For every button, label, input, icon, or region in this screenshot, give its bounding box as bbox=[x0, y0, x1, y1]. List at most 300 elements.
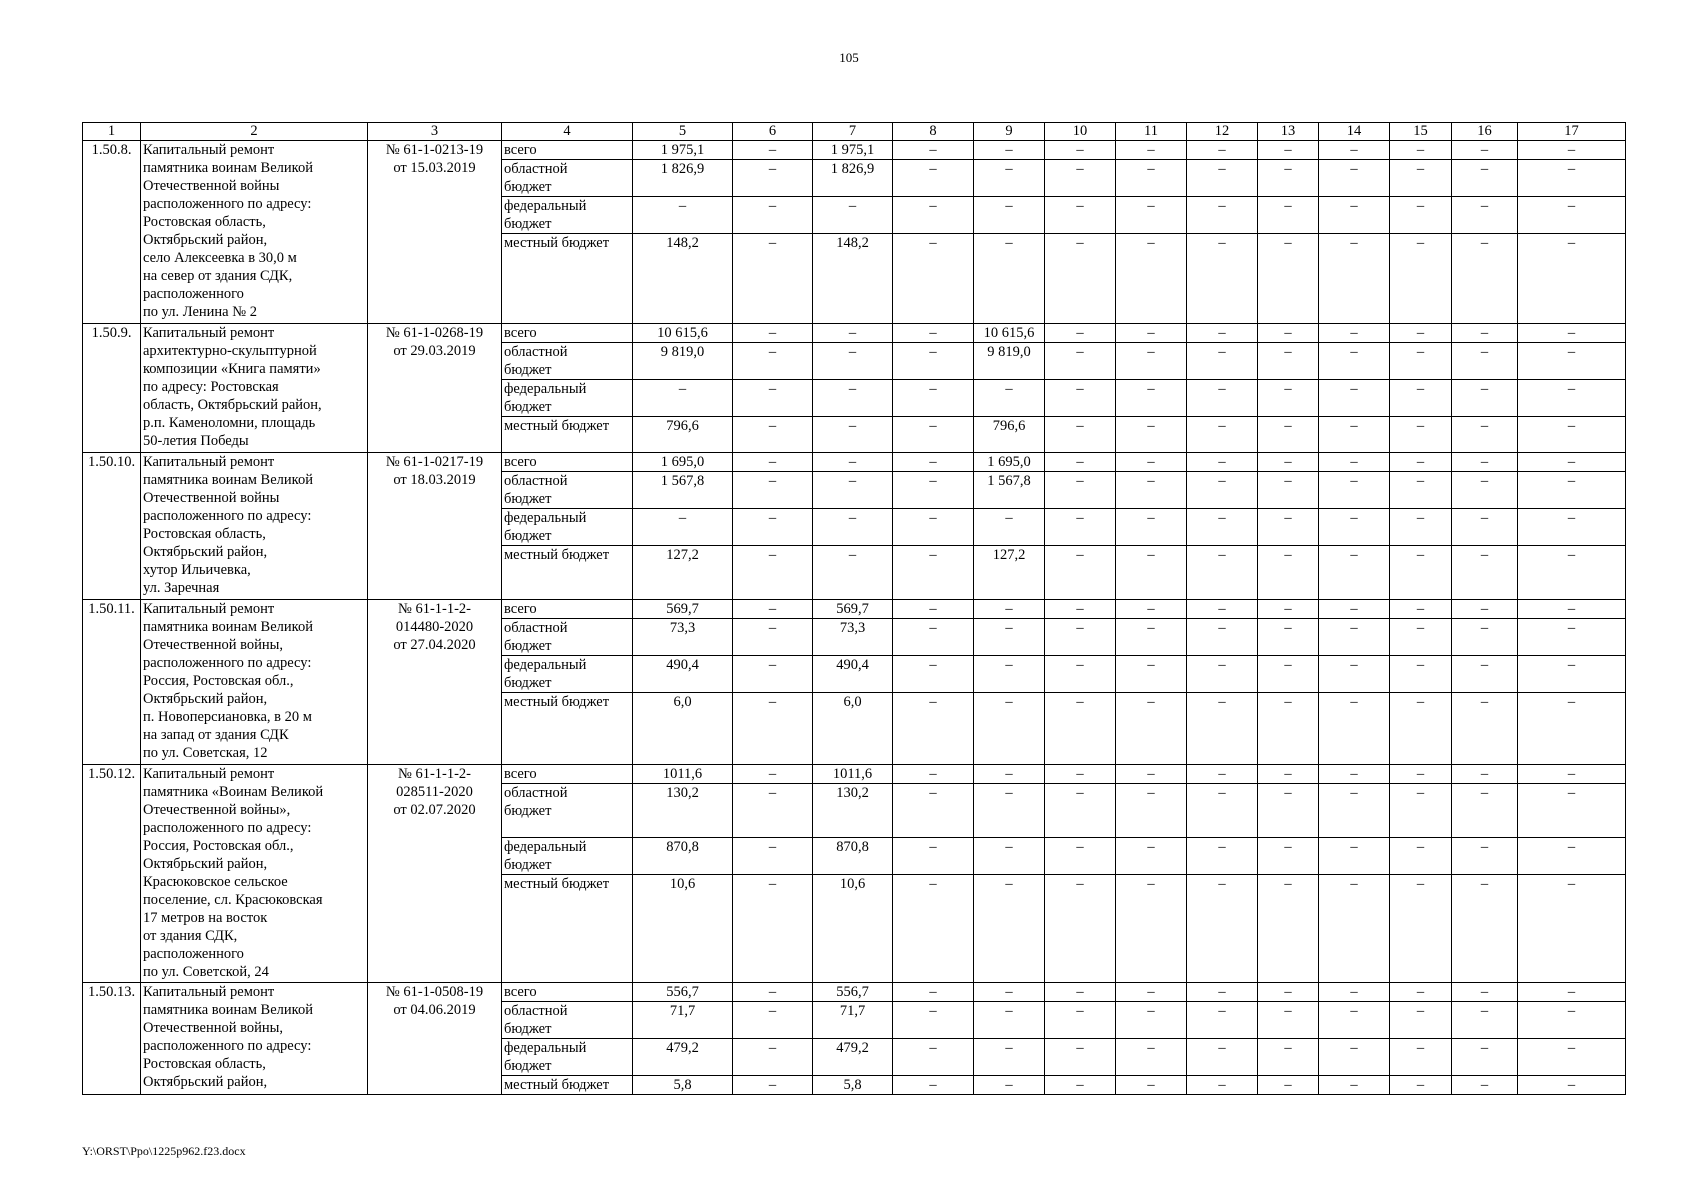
value-col-7: 6,0 bbox=[813, 693, 893, 765]
column-header-6: 6 bbox=[733, 123, 813, 141]
value-col-5: 479,2 bbox=[633, 1039, 733, 1076]
object-name-line: Россия, Ростовская обл., bbox=[143, 838, 294, 854]
funding-source-federal bbox=[502, 380, 633, 417]
value-col-17: – bbox=[1518, 324, 1626, 343]
value-col-13: – bbox=[1258, 141, 1319, 160]
expertise-number bbox=[368, 600, 502, 765]
value-col-17: – bbox=[1518, 234, 1626, 324]
object-name-line: композиции «Книга памяти» bbox=[143, 361, 321, 377]
funding-source-label: бюджет bbox=[504, 1058, 552, 1074]
value-col-6: – bbox=[733, 509, 813, 546]
object-name-line: Отечественной войны bbox=[143, 178, 280, 194]
value-col-14: – bbox=[1319, 546, 1390, 600]
funding-source-label: местный бюджет bbox=[504, 418, 610, 434]
value-col-13: – bbox=[1258, 453, 1319, 472]
value-col-13: – bbox=[1258, 1002, 1319, 1039]
value-col-10: – bbox=[1045, 234, 1116, 324]
value-col-10: – bbox=[1045, 875, 1116, 983]
value-col-14: – bbox=[1319, 472, 1390, 509]
expertise-number-line: 014480-2020 bbox=[395, 619, 474, 635]
funding-source-federal bbox=[502, 1039, 633, 1076]
table-row bbox=[83, 983, 1626, 1002]
funding-source-label: федеральный bbox=[504, 839, 587, 855]
funding-source-label: федеральный bbox=[504, 381, 587, 397]
value-col-12: – bbox=[1187, 509, 1258, 546]
value-col-15: – bbox=[1390, 983, 1452, 1002]
value-col-6: – bbox=[733, 1076, 813, 1095]
value-col-15: – bbox=[1390, 343, 1452, 380]
value-col-11: – bbox=[1116, 380, 1187, 417]
expertise-number-line: № 61-1-1-2- bbox=[397, 601, 472, 617]
value-col-10: – bbox=[1045, 453, 1116, 472]
value-col-5: 1 567,8 bbox=[633, 472, 733, 509]
object-name-line: Капитальный ремонт bbox=[143, 142, 275, 158]
object-name-line: расположенного по адресу: bbox=[143, 508, 312, 524]
funding-source-label: областной bbox=[504, 161, 568, 177]
value-col-6: – bbox=[733, 343, 813, 380]
value-col-8: – bbox=[893, 324, 974, 343]
funding-source-label: местный бюджет bbox=[504, 694, 610, 710]
value-col-12: – bbox=[1187, 656, 1258, 693]
value-col-8: – bbox=[893, 472, 974, 509]
value-col-9: – bbox=[974, 141, 1045, 160]
value-col-12: – bbox=[1187, 838, 1258, 875]
column-header-17: 17 bbox=[1518, 123, 1626, 141]
table-row bbox=[83, 453, 1626, 472]
expertise-number-line: № 61-1-0268-19 bbox=[385, 325, 484, 341]
value-col-15: – bbox=[1390, 417, 1452, 453]
value-col-12: – bbox=[1187, 160, 1258, 197]
value-col-5: 796,6 bbox=[633, 417, 733, 453]
value-col-13: – bbox=[1258, 380, 1319, 417]
value-col-11: – bbox=[1116, 472, 1187, 509]
object-name-line: Ростовская область, bbox=[143, 1056, 266, 1072]
value-col-15: – bbox=[1390, 324, 1452, 343]
object-name-line: Капитальный ремонт bbox=[143, 454, 275, 470]
value-col-10: – bbox=[1045, 656, 1116, 693]
value-col-6: – bbox=[733, 838, 813, 875]
object-name-line: Октябрьский район, bbox=[143, 232, 268, 248]
value-col-16: – bbox=[1452, 656, 1518, 693]
value-col-8: – bbox=[893, 417, 974, 453]
object-name-line: Отечественной войны», bbox=[143, 802, 291, 818]
object-name-line: расположенного по адресу: bbox=[143, 1038, 312, 1054]
value-col-12: – bbox=[1187, 546, 1258, 600]
value-col-12: – bbox=[1187, 784, 1258, 838]
expertise-number bbox=[368, 141, 502, 324]
value-col-17: – bbox=[1518, 472, 1626, 509]
value-col-5: 10,6 bbox=[633, 875, 733, 983]
value-col-14: – bbox=[1319, 765, 1390, 784]
object-name bbox=[141, 324, 368, 453]
object-name-line: по ул. Советская, 12 bbox=[143, 745, 268, 761]
value-col-14: – bbox=[1319, 1039, 1390, 1076]
object-name-line: памятника воинам Великой bbox=[143, 1002, 313, 1018]
table-row bbox=[83, 324, 1626, 343]
value-col-7: – bbox=[813, 324, 893, 343]
value-col-10: – bbox=[1045, 380, 1116, 417]
value-col-16: – bbox=[1452, 784, 1518, 838]
value-col-13: – bbox=[1258, 472, 1319, 509]
funding-source-federal bbox=[502, 197, 633, 234]
funding-source-label: областной bbox=[504, 1003, 568, 1019]
row-number: 1.50.12. bbox=[83, 765, 141, 983]
value-col-17: – bbox=[1518, 693, 1626, 765]
value-col-7: 1 826,9 bbox=[813, 160, 893, 197]
funding-source-regional bbox=[502, 619, 633, 656]
value-col-8: – bbox=[893, 160, 974, 197]
value-col-11: – bbox=[1116, 1002, 1187, 1039]
value-col-17: – bbox=[1518, 417, 1626, 453]
value-col-9: – bbox=[974, 838, 1045, 875]
object-name-line: памятника «Воинам Великой bbox=[143, 784, 324, 800]
value-col-17: – bbox=[1518, 380, 1626, 417]
object-name-line: расположенного по адресу: bbox=[143, 196, 312, 212]
value-col-10: – bbox=[1045, 141, 1116, 160]
value-col-5: 490,4 bbox=[633, 656, 733, 693]
object-name-line: по ул. Советской, 24 bbox=[143, 964, 269, 980]
value-col-7: – bbox=[813, 546, 893, 600]
value-col-17: – bbox=[1518, 141, 1626, 160]
funding-source-label: бюджет bbox=[504, 638, 552, 654]
object-name-line: Россия, Ростовская обл., bbox=[143, 673, 294, 689]
object-name-line: памятника воинам Великой bbox=[143, 160, 313, 176]
value-col-15: – bbox=[1390, 509, 1452, 546]
funding-source-local bbox=[502, 1076, 633, 1095]
value-col-11: – bbox=[1116, 838, 1187, 875]
value-col-8: – bbox=[893, 509, 974, 546]
value-col-15: – bbox=[1390, 453, 1452, 472]
row-number: 1.50.13. bbox=[83, 983, 141, 1095]
column-header-9: 9 bbox=[974, 123, 1045, 141]
value-col-13: – bbox=[1258, 983, 1319, 1002]
object-name-line: памятника воинам Великой bbox=[143, 472, 313, 488]
value-col-16: – bbox=[1452, 1076, 1518, 1095]
value-col-10: – bbox=[1045, 1039, 1116, 1076]
value-col-10: – bbox=[1045, 509, 1116, 546]
value-col-16: – bbox=[1452, 472, 1518, 509]
value-col-14: – bbox=[1319, 141, 1390, 160]
value-col-11: – bbox=[1116, 600, 1187, 619]
value-col-5: 556,7 bbox=[633, 983, 733, 1002]
funding-source-label: бюджет bbox=[504, 857, 552, 873]
funding-source-regional bbox=[502, 343, 633, 380]
column-header-10: 10 bbox=[1045, 123, 1116, 141]
value-col-7: 71,7 bbox=[813, 1002, 893, 1039]
value-col-12: – bbox=[1187, 983, 1258, 1002]
value-col-10: – bbox=[1045, 546, 1116, 600]
value-col-7: 130,2 bbox=[813, 784, 893, 838]
value-col-7: – bbox=[813, 197, 893, 234]
funding-source-label: бюджет bbox=[504, 528, 552, 544]
value-col-16: – bbox=[1452, 983, 1518, 1002]
value-col-12: – bbox=[1187, 417, 1258, 453]
funding-source-regional bbox=[502, 160, 633, 197]
value-col-11: – bbox=[1116, 197, 1187, 234]
funding-source-label: всего bbox=[504, 325, 537, 341]
value-col-15: – bbox=[1390, 1076, 1452, 1095]
value-col-11: – bbox=[1116, 983, 1187, 1002]
value-col-14: – bbox=[1319, 600, 1390, 619]
value-col-17: – bbox=[1518, 600, 1626, 619]
value-col-14: – bbox=[1319, 509, 1390, 546]
value-col-12: – bbox=[1187, 693, 1258, 765]
value-col-15: – bbox=[1390, 546, 1452, 600]
value-col-7: – bbox=[813, 380, 893, 417]
object-name-line: Отечественной войны, bbox=[143, 637, 283, 653]
value-col-13: – bbox=[1258, 619, 1319, 656]
value-col-6: – bbox=[733, 875, 813, 983]
value-col-17: – bbox=[1518, 509, 1626, 546]
value-col-13: – bbox=[1258, 1039, 1319, 1076]
value-col-16: – bbox=[1452, 453, 1518, 472]
value-col-9: – bbox=[974, 784, 1045, 838]
value-col-14: – bbox=[1319, 619, 1390, 656]
value-col-17: – bbox=[1518, 453, 1626, 472]
value-col-13: – bbox=[1258, 234, 1319, 324]
value-col-10: – bbox=[1045, 600, 1116, 619]
value-col-13: – bbox=[1258, 1076, 1319, 1095]
value-col-17: – bbox=[1518, 546, 1626, 600]
value-col-9: – bbox=[974, 619, 1045, 656]
value-col-11: – bbox=[1116, 1039, 1187, 1076]
value-col-10: – bbox=[1045, 765, 1116, 784]
value-col-13: – bbox=[1258, 417, 1319, 453]
value-col-17: – bbox=[1518, 1002, 1626, 1039]
object-name-line: поселение, сл. Красюковская bbox=[143, 892, 323, 908]
funding-source-label: областной bbox=[504, 344, 568, 360]
value-col-8: – bbox=[893, 546, 974, 600]
funding-source-total bbox=[502, 600, 633, 619]
value-col-16: – bbox=[1452, 234, 1518, 324]
value-col-16: – bbox=[1452, 838, 1518, 875]
value-col-16: – bbox=[1452, 875, 1518, 983]
value-col-6: – bbox=[733, 600, 813, 619]
object-name-line: расположенного по адресу: bbox=[143, 655, 312, 671]
value-col-11: – bbox=[1116, 765, 1187, 784]
value-col-6: – bbox=[733, 141, 813, 160]
column-header-13: 13 bbox=[1258, 123, 1319, 141]
value-col-11: – bbox=[1116, 619, 1187, 656]
object-name-line: по адресу: Ростовская bbox=[143, 379, 279, 395]
value-col-14: – bbox=[1319, 380, 1390, 417]
object-name-line: Капитальный ремонт bbox=[143, 325, 275, 341]
value-col-11: – bbox=[1116, 453, 1187, 472]
value-col-15: – bbox=[1390, 141, 1452, 160]
column-header-7: 7 bbox=[813, 123, 893, 141]
object-name-line: Октябрьский район, bbox=[143, 544, 268, 560]
value-col-7: 569,7 bbox=[813, 600, 893, 619]
value-col-6: – bbox=[733, 234, 813, 324]
value-col-15: – bbox=[1390, 656, 1452, 693]
funding-source-total bbox=[502, 324, 633, 343]
value-col-7: 148,2 bbox=[813, 234, 893, 324]
column-header-11: 11 bbox=[1116, 123, 1187, 141]
value-col-5: – bbox=[633, 380, 733, 417]
value-col-12: – bbox=[1187, 765, 1258, 784]
value-col-5: 127,2 bbox=[633, 546, 733, 600]
value-col-14: – bbox=[1319, 234, 1390, 324]
column-header-14: 14 bbox=[1319, 123, 1390, 141]
value-col-12: – bbox=[1187, 875, 1258, 983]
value-col-7: 73,3 bbox=[813, 619, 893, 656]
value-col-11: – bbox=[1116, 546, 1187, 600]
value-col-6: – bbox=[733, 380, 813, 417]
value-col-8: – bbox=[893, 234, 974, 324]
object-name-line: расположенного bbox=[143, 946, 244, 962]
value-col-15: – bbox=[1390, 472, 1452, 509]
object-name-line: р.п. Каменоломни, площадь bbox=[143, 415, 316, 431]
value-col-9: – bbox=[974, 234, 1045, 324]
column-number-row bbox=[83, 123, 1626, 141]
value-col-15: – bbox=[1390, 197, 1452, 234]
value-col-10: – bbox=[1045, 197, 1116, 234]
value-col-5: 6,0 bbox=[633, 693, 733, 765]
funding-source-label: всего bbox=[504, 142, 537, 158]
value-col-16: – bbox=[1452, 380, 1518, 417]
value-col-16: – bbox=[1452, 141, 1518, 160]
funding-source-label: бюджет bbox=[504, 491, 552, 507]
value-col-7: – bbox=[813, 472, 893, 509]
value-col-9: 1 695,0 bbox=[974, 453, 1045, 472]
value-col-7: 10,6 bbox=[813, 875, 893, 983]
expertise-number-line: от 02.07.2020 bbox=[393, 802, 476, 818]
value-col-13: – bbox=[1258, 693, 1319, 765]
value-col-10: – bbox=[1045, 472, 1116, 509]
value-col-6: – bbox=[733, 784, 813, 838]
object-name-line: Ростовская область, bbox=[143, 526, 266, 542]
budget-table-container bbox=[82, 122, 1625, 1095]
funding-source-federal bbox=[502, 509, 633, 546]
value-col-10: – bbox=[1045, 693, 1116, 765]
value-col-16: – bbox=[1452, 600, 1518, 619]
value-col-6: – bbox=[733, 1039, 813, 1076]
value-col-11: – bbox=[1116, 234, 1187, 324]
value-col-15: – bbox=[1390, 619, 1452, 656]
value-col-16: – bbox=[1452, 197, 1518, 234]
value-col-5: 5,8 bbox=[633, 1076, 733, 1095]
value-col-15: – bbox=[1390, 875, 1452, 983]
value-col-10: – bbox=[1045, 343, 1116, 380]
object-name-line: памятника воинам Великой bbox=[143, 619, 313, 635]
object-name-line: Капитальный ремонт bbox=[143, 601, 275, 617]
value-col-15: – bbox=[1390, 160, 1452, 197]
funding-source-regional bbox=[502, 784, 633, 838]
value-col-6: – bbox=[733, 453, 813, 472]
value-col-11: – bbox=[1116, 693, 1187, 765]
column-header-16: 16 bbox=[1452, 123, 1518, 141]
value-col-17: – bbox=[1518, 343, 1626, 380]
value-col-7: 870,8 bbox=[813, 838, 893, 875]
value-col-9: – bbox=[974, 600, 1045, 619]
value-col-6: – bbox=[733, 619, 813, 656]
object-name-line: от здания СДК, bbox=[143, 928, 238, 944]
value-col-13: – bbox=[1258, 765, 1319, 784]
value-col-6: – bbox=[733, 656, 813, 693]
value-col-8: – bbox=[893, 197, 974, 234]
funding-source-local bbox=[502, 417, 633, 453]
value-col-10: – bbox=[1045, 784, 1116, 838]
object-name bbox=[141, 765, 368, 983]
value-col-17: – bbox=[1518, 784, 1626, 838]
value-col-7: 479,2 bbox=[813, 1039, 893, 1076]
expertise-number-line: от 27.04.2020 bbox=[393, 637, 476, 653]
value-col-10: – bbox=[1045, 838, 1116, 875]
value-col-17: – bbox=[1518, 619, 1626, 656]
value-col-11: – bbox=[1116, 784, 1187, 838]
funding-source-total bbox=[502, 141, 633, 160]
funding-source-label: федеральный bbox=[504, 657, 587, 673]
value-col-9: 9 819,0 bbox=[974, 343, 1045, 380]
object-name-line: ул. Заречная bbox=[143, 580, 220, 596]
value-col-13: – bbox=[1258, 546, 1319, 600]
value-col-6: – bbox=[733, 546, 813, 600]
object-name-line: 17 метров на восток bbox=[143, 910, 268, 926]
value-col-9: – bbox=[974, 875, 1045, 983]
value-col-7: – bbox=[813, 343, 893, 380]
table-body bbox=[83, 123, 1626, 1095]
object-name-line: Ростовская область, bbox=[143, 214, 266, 230]
funding-source-local bbox=[502, 693, 633, 765]
value-col-6: – bbox=[733, 324, 813, 343]
value-col-12: – bbox=[1187, 453, 1258, 472]
expertise-number-line: № 61-1-0213-19 bbox=[385, 142, 484, 158]
value-col-6: – bbox=[733, 765, 813, 784]
value-col-13: – bbox=[1258, 875, 1319, 983]
object-name-line: Капитальный ремонт bbox=[143, 984, 275, 1000]
value-col-17: – bbox=[1518, 983, 1626, 1002]
funding-source-label: федеральный bbox=[504, 1040, 587, 1056]
value-col-5: 870,8 bbox=[633, 838, 733, 875]
value-col-14: – bbox=[1319, 160, 1390, 197]
expertise-number bbox=[368, 983, 502, 1095]
object-name-line: на север от здания СДК, bbox=[143, 268, 293, 284]
value-col-11: – bbox=[1116, 417, 1187, 453]
row-number: 1.50.10. bbox=[83, 453, 141, 600]
value-col-16: – bbox=[1452, 693, 1518, 765]
value-col-8: – bbox=[893, 983, 974, 1002]
value-col-9: – bbox=[974, 380, 1045, 417]
value-col-8: – bbox=[893, 380, 974, 417]
object-name bbox=[141, 141, 368, 324]
value-col-11: – bbox=[1116, 656, 1187, 693]
object-name bbox=[141, 600, 368, 765]
value-col-15: – bbox=[1390, 765, 1452, 784]
value-col-14: – bbox=[1319, 417, 1390, 453]
table-row bbox=[83, 600, 1626, 619]
value-col-6: – bbox=[733, 197, 813, 234]
expertise-number-line: № 61-1-1-2- bbox=[397, 766, 472, 782]
value-col-15: – bbox=[1390, 838, 1452, 875]
value-col-8: – bbox=[893, 693, 974, 765]
object-name-line: Октябрьский район, bbox=[143, 691, 268, 707]
funding-source-local bbox=[502, 234, 633, 324]
value-col-6: – bbox=[733, 417, 813, 453]
value-col-14: – bbox=[1319, 875, 1390, 983]
table-row bbox=[83, 141, 1626, 160]
expertise-number-line: от 15.03.2019 bbox=[393, 160, 476, 176]
funding-source-local bbox=[502, 875, 633, 983]
value-col-12: – bbox=[1187, 600, 1258, 619]
value-col-6: – bbox=[733, 160, 813, 197]
funding-source-label: бюджет bbox=[504, 675, 552, 691]
value-col-17: – bbox=[1518, 875, 1626, 983]
value-col-15: – bbox=[1390, 693, 1452, 765]
value-col-13: – bbox=[1258, 784, 1319, 838]
object-name-line: п. Новоперсиановка, в 20 м bbox=[143, 709, 312, 725]
value-col-17: – bbox=[1518, 1076, 1626, 1095]
value-col-11: – bbox=[1116, 160, 1187, 197]
